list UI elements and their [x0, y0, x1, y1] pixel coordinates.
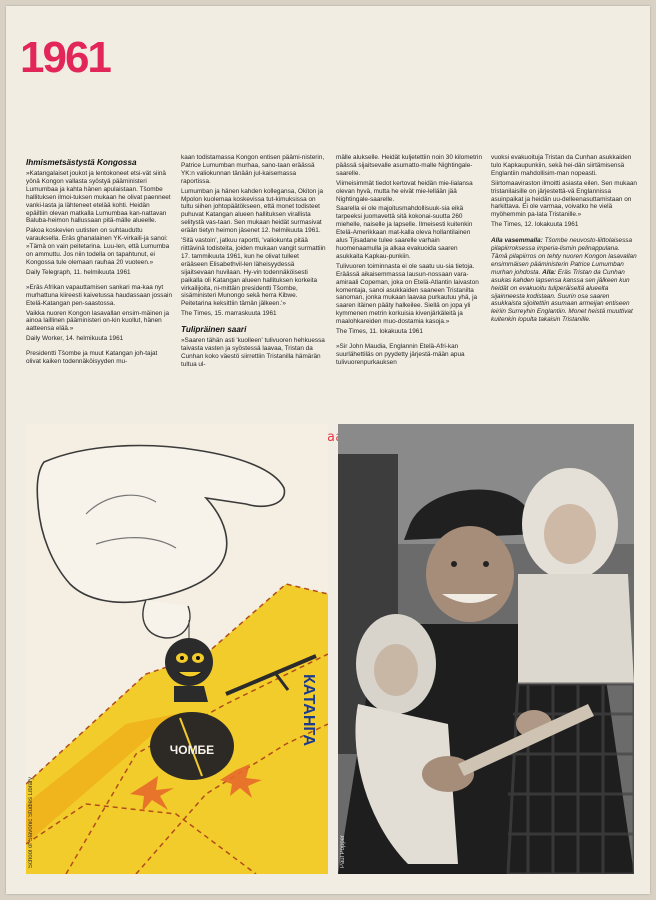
- caption-label: Alla:: [542, 268, 557, 276]
- paragraph: »Eräs Afrikan vapauttamisen sankari ma-kaa nyt murhattuna kiireesti kaivetussa haudassaan jossain Etelä-Katangan pen-saastossa.: [26, 283, 173, 307]
- image-credit: Paul Popper: [340, 834, 346, 868]
- source-citation: Daily Worker, 14. helmikuuta 1961: [26, 335, 124, 343]
- paragraph: mälle alukselle. Heidät kuljetettiin noin 30 kilometrin päässä sijaitsevalle asumatto-malle Nightingale-saarelle.: [336, 154, 482, 177]
- paragraph: Vaikka nuoren Kongon lasavallan ensim-mäinen ja ainoa laillinen pääministeri on-kin kuollut, hänen aatteensa elää.»: [26, 309, 170, 333]
- photo-caption: [491, 237, 637, 324]
- family-photo: [338, 424, 634, 874]
- text-column-3: [336, 154, 482, 369]
- text-column-1: [26, 154, 172, 368]
- paragraph: »Sir John Maudia, Englannin Etelä-Afri-kan suurlähettiläs on pyydetty järjestä-mään apua tulivuorenpurkauksen: [336, 342, 465, 366]
- caption-text: Eräs Tristan da Cunhan asukas kahden lapsensa kanssa sen jälkeen kun heidät on evakuoitu tuliperäiseltä alueelta sijainneesta kodistaan. Suurin osa saaren asukkaista sijoitettiin asumaan armeijan entiseen leiriin Surreyhin Englantiin. Monet heistä muuttivat kuitenkin lopulta takaisin Tristanille.: [491, 268, 633, 324]
- cartoon-illustration: [26, 424, 328, 874]
- paragraph: Siirtomaaviraston ilmoitti asiasta eilen. Sen mukaan tristanilaisille on järjestettä-vä Englannissa asuinpaikat ja heidän uu-delleenasuttamistaan on harkittava. Ei ole varmaa, voivatko he vielä myöhemmin pa-lata Tristanille.»: [491, 179, 637, 219]
- text-column-4: [491, 154, 637, 326]
- text-column-2: [181, 154, 327, 371]
- paragraph: kaan todistamassa Kongon entisen päämi-nisterin, Patrice Lumumban murhaa, sano-taan eräässä YK:n valiokunnan tänään jul-kaisemassa raportissa.: [181, 154, 325, 185]
- map-label: КАТАНГА: [300, 674, 317, 747]
- paragraph: Pakoa koskevien uutisten on suhtauduttu varauksella. Eräs ghanalainen YK-virkaili-ja sanoi: »Tämä on vain peitetarina. Luu-len, että Lumumba on ammuttu. Jos niin todella on tapahtunut, ei Kongossa tule olemaan rauhaa 20 vuoteen.»: [26, 227, 170, 266]
- image-credit: School of Slavonic Studies Library: [28, 776, 34, 868]
- photo-image: [338, 424, 634, 874]
- source-citation: The Times, 15. marraskuuta 1961: [181, 310, 277, 318]
- paragraph: Viimeisimmät tiedot kertovat heidän mie-lialansa olevan hyvä, mutta he eivät mie-lellään jää Nightingale-saarelle.: [336, 179, 473, 203]
- paragraph: Presidentti Tšombe ja muut Katangan joh-tajat olivat kaiken todennäköisyyden mu-: [26, 350, 158, 366]
- cartoon-drawing: [26, 424, 328, 874]
- paragraph: Lumumban ja hänen kahden kollegansa, Okiton ja Mpolon kuolemaa koskevissa tut-kimuksissa on tultu siihen johtopäätökseen, että monet todisteet puhuvat Katangan alueen hallituksen virallista selitystä vas-taan. Sen mukaan heidät surmasivat erään tietyn heimon jäsenet 12. helmikuuta 1961.: [181, 187, 324, 235]
- magazine-page: [6, 6, 650, 894]
- source-citation: The Times, 12. lokakuuta 1961: [491, 221, 579, 229]
- paragraph: Saarella ei ole majoitusmahdollisuuk-sia eikä tarpeeksi juomavettä sitä kokonai-suutta 260 miehelle, naiselle ja lapselle. Ilmeisesti kuitenkin Etelä-Amerikkaan mat-kalla oleva hollantilainen alus Tjisadane tulee saarelle varhain huomenaamulla ja alkaa evakuoida saaren asukkaita Kapkau-punkiin.: [336, 205, 473, 260]
- paragraph: 'Sitä vastoin', jatkuu raportti, 'valiokunta pitää riittävinä todisteita, joiden mukaan vangit surmattiin 17. tammikuuta 1961, kun he olivat tulleet erääseen Elisabethvil-len läheisyydessä sijaitsevaan huvilaan. Hy-vin todennäköisesti paikalla oli Katangan alueen hallituksen korkeita virkailijoita, ni-mittäin presidentti Tšombe, sisäministeri Munongo sekä herra Kibwe. Peitetarina keksittiin tämän jälkeen.'»: [181, 237, 326, 308]
- paragraph: »Katangalaiset joukot ja lentokoneet etsi-vät siinä yönä Kongon vallasta syöstyä pääministeri Lumumbaa ja kahta hänen apulaistaan. Tšombe hallituksen ilmoi-tuksen mukaan he olivat paenneet vanki-lasta ja lähteneet etelää kohti. Heidän epäiltiin olevan matkalla Lumumbaa kan-nattavan Baluba-heimon hallussaan pitä-mälle alueelle.: [26, 170, 171, 225]
- article-heading: Tulipräinen saari: [181, 325, 247, 335]
- bomb-label: ЧОМБЕ: [169, 743, 215, 757]
- source-citation: The Times, 11. lokakuuta 1961: [336, 328, 423, 336]
- paragraph: »Saaren tähän asti 'kuolleen' tulivuoren hehkuessa taivasta vasten ja syöstessä laavaa, Tristan da Cunhan koko väestö siirrettiin Tristanilla hämärän tultua ul-: [181, 337, 325, 368]
- year-heading: 1961: [20, 33, 110, 82]
- caption-text: Tšombe neuvosto-liittolaisessa pilapiirroksessa imperia-lismin pelinappulana. Tämä pilapiirros on tehty nuoren Kongon lasavallan ensimmäisen pääministerin Patrice Lumumban murhan johdosta.: [491, 237, 637, 276]
- paragraph: Tulivuoren toiminnasta ei ole saatu uu-sia tietoja. Eräässä aikaisemmassa lausun-nossaan vara-amiraali Copeman, joka on Etelä-Atlantin laivaston komentaja, sanoi asukkaiden saaneen Tristanilta sanoman, jonka mukaan laavaa purkautuu yhä, ja saaren itäinen pääty halkeilee. Siellä on jopa yli kymmenen metrin korkuisia kivenjärkäleitä ja maalohkareiden muo-dostamia kasoja.»: [336, 262, 479, 326]
- paragraph: vuoksi evakuoituja Tristan da Cunhan asukkaiden tulo Kapkaupunkiin, sekä hei-dän siirtämisensä Englantiin mahdollisim-man nopeasti.: [491, 154, 632, 177]
- source-citation: Daily Telegraph, 11. helmikuuta 1961: [26, 268, 131, 276]
- caption-label: Alla vasemmalla:: [491, 237, 543, 245]
- article-heading: Ihmismetsästystä Kongossa: [26, 158, 137, 167]
